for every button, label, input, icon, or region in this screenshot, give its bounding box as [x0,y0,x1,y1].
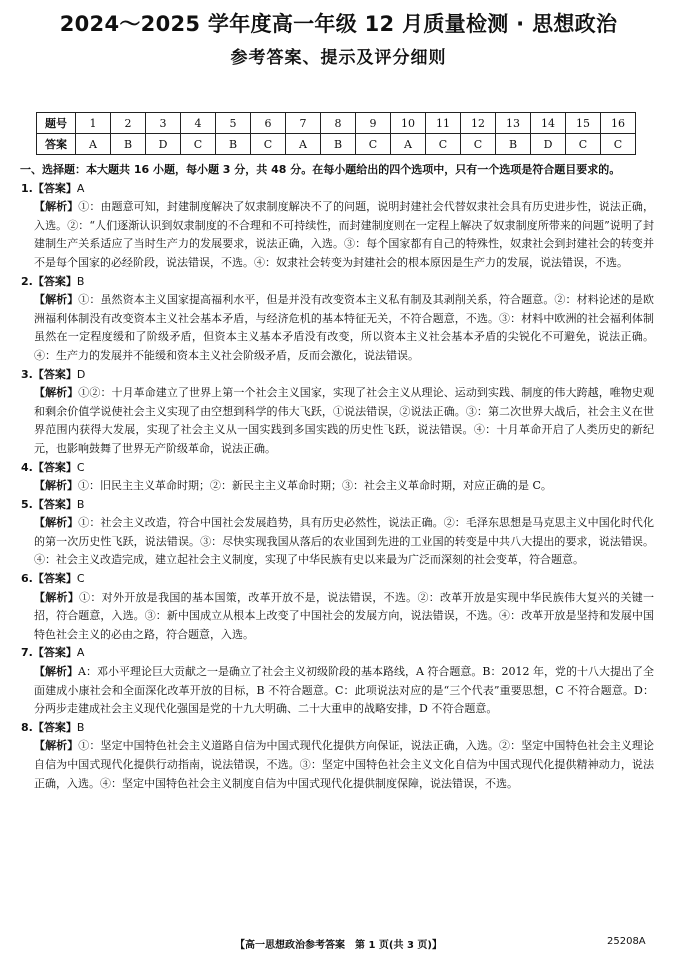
question-item [20,570,654,644]
answer-tag: 【答案】 [32,572,77,586]
section-instruction: 一、选择题：本大题共 16 小题，每小题 3 分，共 48 分。在每小题给出的四个选项中，只有一个选项是符合题目要求的。 [20,163,621,176]
answer-explanations [20,161,654,793]
question-number-cell: 2 [111,113,146,134]
analysis-tag: 【解析】 [34,739,79,753]
answer-cell: D [146,134,181,155]
analysis-tag: 【解析】 [34,665,79,679]
answer-line [20,570,654,589]
analysis-tag: 【解析】 [34,516,79,530]
question-number: 1. [21,181,33,195]
answer-value: B [76,497,85,511]
question-number: 5. [21,497,33,511]
answer-tag: 【答案】 [32,367,77,381]
document-code: 25208A [607,936,646,947]
answer-cell: C [426,134,461,155]
question-item [20,366,654,459]
analysis-paragraph [20,589,654,645]
answer-line [20,180,654,199]
question-row-header: 题号 [37,113,76,134]
analysis-paragraph [20,291,654,365]
page-footer: 【高一思想政治参考答案 第 1 页(共 3 页)】 [235,940,442,951]
analysis-text: ①：旧民主主义革命时期；②：新民主主义革命时期；③：社会主义革命时期，对应正确的是 C。 [78,479,552,493]
question-number-cell: 1 [76,113,111,134]
answer-line [20,366,654,385]
question-number: 3. [21,367,33,381]
question-number-row [37,113,636,134]
analysis-paragraph [20,477,654,496]
answer-cell: C [251,134,286,155]
answer-tag: 【答案】 [32,646,77,660]
question-number-cell: 11 [426,113,461,134]
answer-line [20,644,654,663]
answer-value: A [76,646,85,660]
analysis-text: A：邓小平理论巨大贡献之一是确立了社会主义初级阶段的基本路线，A 符合题意。B：2012 年，党的十八大提出了全面建成小康社会和全面深化改革开放的目标，B 不符合题意。C：此项说法对应的是“三个代表”重要思想，C 不符合题意。D：分两步走建成社会主义现代化强国是党的十九大明确、二十大重申的战略安排，D 不符合题意。 [34,665,654,716]
answer-cell: B [216,134,251,155]
answer-cell: D [531,134,566,155]
question-item [20,719,654,793]
question-number-cell: 8 [321,113,356,134]
answer-table [36,112,636,155]
answer-cell: C [461,134,496,155]
answer-tag: 【答案】 [32,497,77,511]
answer-cell: B [496,134,531,155]
page-title: 2024～2025 学年度高一年级 12 月质量检测 · 思想政治 [59,12,618,36]
question-number-cell: 6 [251,113,286,134]
question-number-cell: 16 [601,113,636,134]
answer-cell: B [111,134,146,155]
question-item [20,273,654,366]
analysis-text: ①：社会主义改造，符合中国社会发展趋势，具有历史必然性，说法正确。②：毛泽东思想是马克思主义中国化时代化的第一次历史性飞跃，说法错误。③：尽快实现我国从落后的农业国到先进的工业国的转变是中共八大提出的要求，说法错误。④：社会主义改造完成，建立起社会主义制度，实现了中华民族有史以来最为广泛而深刻的社会变革，符合题意。 [34,516,655,567]
answer-line [20,496,654,515]
answer-cell: A [391,134,426,155]
analysis-tag: 【解析】 [34,293,79,307]
answer-tag: 【答案】 [32,720,77,734]
question-number: 2. [21,274,33,288]
answer-value: C [76,460,85,474]
answer-row [37,134,636,155]
question-number-cell: 15 [566,113,601,134]
answer-value: C [76,572,85,586]
analysis-text: ①②：十月革命建立了世界上第一个社会主义国家，实现了社会主义从理论、运动到实践、制度的伟大跨越，唯物史观和剩余价值学说使社会主义实现了由空想到科学的伟大飞跃，①说法错误，②说法正确。③：第二次世界大战后，社会主义在世界范围内获得大发展，实现了社会主义从一国实践到多国实践的历史性飞跃，说法错误。④：十月革命开启了人类历史的新纪元，也影响鼓舞了世界无产阶级革命，说法正确。 [34,386,655,455]
answer-value: D [76,367,86,381]
analysis-tag: 【解析】 [34,200,79,214]
question-item [20,459,654,496]
analysis-tag: 【解析】 [34,590,80,604]
question-number: 8. [21,720,33,734]
question-item [20,496,654,570]
question-number-cell: 13 [496,113,531,134]
analysis-text: ①：坚定中国特色社会主义道路自信为中国式现代化提供方向保证，说法正确，入选。②：坚定中国特色社会主义理论自信为中国式现代化提供行动指南，说法错误，不选。③：坚定中国特色社会主义文化自信为中国式现代化提供精神动力，说法正确，入选。④：坚定中国特色社会主义制度自信为中国式现代化提供制度保障，说法错误，不选。 [34,739,655,790]
answer-line [20,459,654,478]
analysis-text: ①：虽然资本主义国家提高福利水平，但是并没有改变资本主义私有制及其剥削关系，符合题意。②：材料论述的是欧洲福利体制没有改变资本主义社会基本矛盾，与经济危机的基本特征无关，不符合题意，不选。③：材料中欧洲的社会福利体制虽然在一定程度缓和了阶级矛盾，但资本主义基本矛盾没有改变，所以资本主义社会基本矛盾的尖锐化不可避免，说法正确。④：生产力的发展并不能缓和资本主义社会阶级矛盾，反而会激化，说法错误。 [34,293,655,362]
analysis-paragraph [20,198,654,272]
answer-cell: C [601,134,636,155]
answer-cell: A [76,134,111,155]
question-number: 6. [21,572,33,586]
answer-tag: 【答案】 [32,181,77,195]
analysis-tag: 【解析】 [34,479,78,493]
answer-value: A [76,181,85,195]
page-subtitle: 参考答案、提示及评分细则 [230,48,447,68]
answer-cell: B [321,134,356,155]
question-item [20,180,654,273]
question-number-cell: 10 [391,113,426,134]
analysis-tag: 【解析】 [34,386,79,400]
answer-tag: 【答案】 [32,274,77,288]
answer-value: B [76,274,85,288]
answer-line [20,719,654,738]
analysis-paragraph [20,737,654,793]
answer-value: B [76,720,85,734]
question-number-cell: 3 [146,113,181,134]
question-number-cell: 7 [286,113,321,134]
answer-row-header: 答案 [37,134,76,155]
answer-cell: C [356,134,391,155]
analysis-text: ①：由题意可知，封建制度解决了奴隶制度解决不了的问题，说明封建社会代替奴隶社会具有历史进步性，说法正确，入选。②：“人们逐渐认识到奴隶制度的不合理和不可持续性，而封建制度则在一定程上解决了奴隶制度所带来的问题”说明了封建制生产关系适应了当时生产力的发展要求，说法正确，入选。③：每个国家都有自己的特殊性，奴隶社会到封建社会的转变并不是每个国家的必经阶段，说法错误，不选。④：奴隶社会转变为封建社会的根本原因是生产力的发展，说法错误，不选。 [34,200,655,269]
analysis-paragraph [20,514,654,570]
question-number-cell: 14 [531,113,566,134]
analysis-text: ①：对外开放是我国的基本国策，改革开放不是，说法错误，不选。②：改革开放是实现中华民族伟大复兴的关键一招，符合题意，入选。③：新中国成立从根本上改变了中国社会的发展方向，说法错误，不选。④：改革开放是坚持和发展中国特色社会主义的必由之路，符合题意，入选。 [34,590,655,641]
answer-cell: A [286,134,321,155]
answer-cell: C [566,134,601,155]
question-number-cell: 12 [461,113,496,134]
question-number: 7. [21,646,33,660]
question-number: 4. [21,460,33,474]
question-number-cell: 4 [181,113,216,134]
answer-tag: 【答案】 [32,460,77,474]
answer-line [20,273,654,292]
question-item [20,644,654,718]
answer-cell: C [181,134,216,155]
analysis-paragraph [20,663,654,719]
analysis-paragraph [20,384,654,458]
question-number-cell: 9 [356,113,391,134]
question-number-cell: 5 [216,113,251,134]
